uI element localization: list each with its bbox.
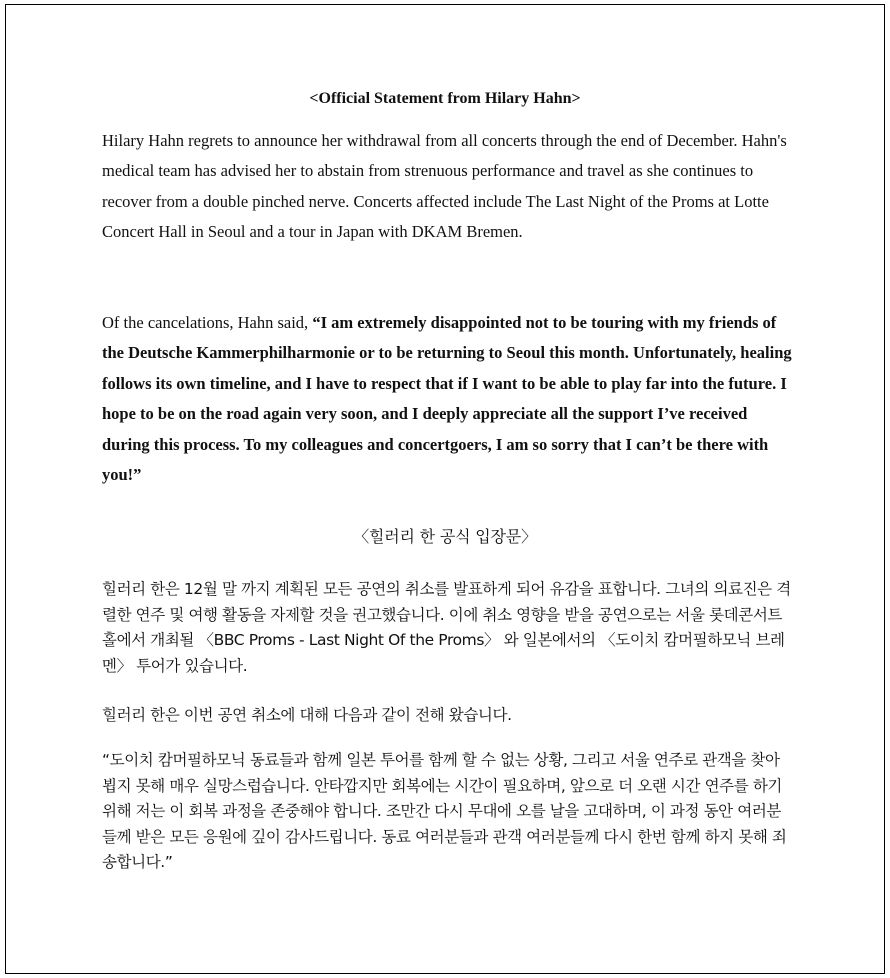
english-paragraph-quote xyxy=(102,308,792,490)
korean-statement-title: 〈힐러리 한 공식 입장문〉 xyxy=(353,527,537,546)
korean-paragraph-intro: 힐러리 한은 이번 공연 취소에 대해 다음과 같이 전해 왔습니다. xyxy=(102,706,512,724)
quote-intro: Of the cancelations, Hahn said, xyxy=(102,313,313,332)
english-statement-title: <Official Statement from Hilary Hahn> xyxy=(309,90,581,107)
english-paragraph-withdrawal: Hilary Hahn regrets to announce her withdrawal from all concerts through the end of December. Hahn's medical team has advised her to abstain from strenuous performance and travel as she continues to recover from a double pinched nerve. Concerts affected include The Last Night of the Proms at Lotte Concert Hall in Seoul and a tour in Japan with DKAM Bremen. xyxy=(102,131,787,242)
korean-paragraph-withdrawal: 힐러리 한은 12월 말 까지 계획된 모든 공연의 취소를 발표하게 되어 유감을 표합니다. 그녀의 의료진은 격렬한 연주 및 여행 활동을 자제할 것을 권고했습니다. 이에 취소 영향을 받을 공연으로는 서울 롯데콘서트홀에서 개최될 〈BBC Proms - Last Night Of the Proms〉 와 일본에서의 〈도이치 캄머필하모닉 브레멘〉 투어가 있습니다. xyxy=(102,580,791,675)
hahn-quote-english: “I am extremely disappointed not to be touring with my friends of the Deutsche Kammerphilharmonie or to be returning to Seoul this month. Unfortunately, healing follows its own timeline, and I have to respect that if I want to be able to play far into the future. I hope to be on the road again very soon, and I deeply appreciate all the support I’ve received during this process. To my colleagues and concertgoers, I am so sorry that I can’t be there with you!” xyxy=(102,313,792,485)
hahn-quote-korean: “도이치 캄머필하모닉 동료들과 함께 일본 투어를 함께 할 수 없는 상황, 그리고 서울 연주로 관객을 찾아 뵙지 못해 매우 실망스럽습니다. 안타깝지만 회복에는 시간이 필요하며, 앞으로 더 오랜 시간 연주를 하기 위해 저는 이 회복 과정을 존중해야 합니다. 조만간 다시 무대에 오를 날을 고대하며, 이 과정 동안 여러분들께 받은 모든 응원에 깊이 감사드립니다. 동료 여러분들과 관객 여러분들께 다시 한번 함께 하지 못해 죄송합니다.” xyxy=(102,751,787,871)
